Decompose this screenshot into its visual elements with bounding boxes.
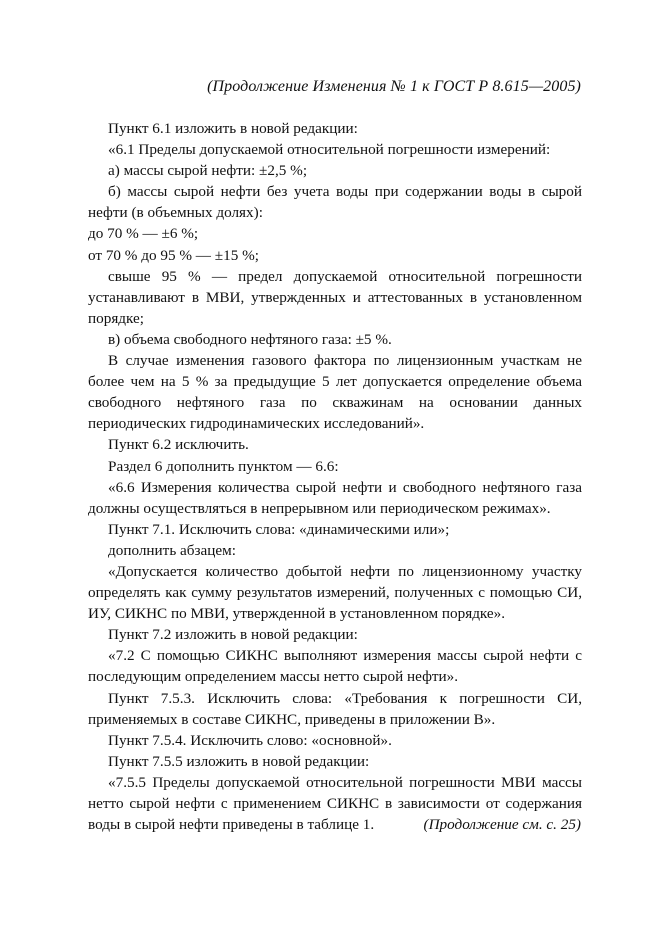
paragraph: б) массы сырой нефти без учета воды при содержании воды в сырой нефти (в объемных долях): [88, 183, 582, 222]
paragraph: Пункт 6.2 исключить. [108, 436, 249, 454]
paragraph: «Допускается количество добытой нефти по лицензионному участку определять как сумму результатов измерений, полученных с помощью СИ, ИУ, СИКНС по МВИ, утвержденной в установленном порядке». [88, 562, 582, 623]
page-header-continuation: (Продолжение Изменения № 1 к ГОСТ Р 8.615—2005) [207, 78, 581, 95]
paragraph: от 70 % до 95 % — ±15 %; [88, 246, 259, 264]
paragraph: до 70 % — ±6 %; [88, 225, 199, 243]
paragraph: Пункт 7.1. Исключить слова: «динамическими или»; [108, 520, 450, 538]
paragraph: «6.1 Пределы допускаемой относительной погрешности измерений: [108, 141, 551, 159]
paragraph: Раздел 6 дополнить пунктом — 6.6: [108, 457, 339, 475]
paragraph: Пункт 7.5.4. Исключить слово: «основной». [108, 731, 392, 749]
paragraph: а) массы сырой нефти: ±2,5 %; [108, 162, 308, 180]
paragraph: свыше 95 % — предел допускаемой относительной погрешности устанавливают в МВИ, утвержденных и аттестованных в установленном порядке; [88, 267, 582, 327]
paragraph: Пункт 6.1 изложить в новой редакции: [108, 120, 358, 137]
paragraph: «6.6 Измерения количества сырой нефти и свободного нефтяного газа должны осуществляться в непрерывном или периодическом режимах». [88, 478, 582, 517]
page-footer-continuation: (Продолжение см. с. 25) [423, 816, 581, 833]
paragraph: дополнить абзацем: [108, 541, 236, 559]
paragraph: «7.2 С помощью СИКНС выполняют измерения массы сырой нефти с последующим определением массы нетто сырой нефти». [88, 647, 582, 686]
paragraph: Пункт 7.5.3. Исключить слова: «Требования к погрешности СИ, применяемых в составе СИКНС, приведены в приложении В». [88, 689, 582, 728]
paragraph: В случае изменения газового фактора по лицензионным участкам не более чем на 5 % за предыдущие 5 лет допускается определение объема свободного нефтяного газа по скважинам на основании данных периодических гидродинамических исследований». [88, 352, 582, 433]
paragraph: в) объема свободного нефтяного газа: ±5 %. [108, 330, 392, 348]
paragraph: Пункт 7.2 изложить в новой редакции: [108, 626, 358, 644]
paragraph: «7.5.5 Пределы допускаемой относительной погрешности МВИ массы нетто сырой нефти с применением СИКНС в зависимости от содержания воды в сырой нефти приведены в таблице 1. [88, 773, 582, 834]
paragraph: Пункт 7.5.5 изложить в новой редакции: [108, 752, 370, 770]
document-body [88, 118, 582, 835]
